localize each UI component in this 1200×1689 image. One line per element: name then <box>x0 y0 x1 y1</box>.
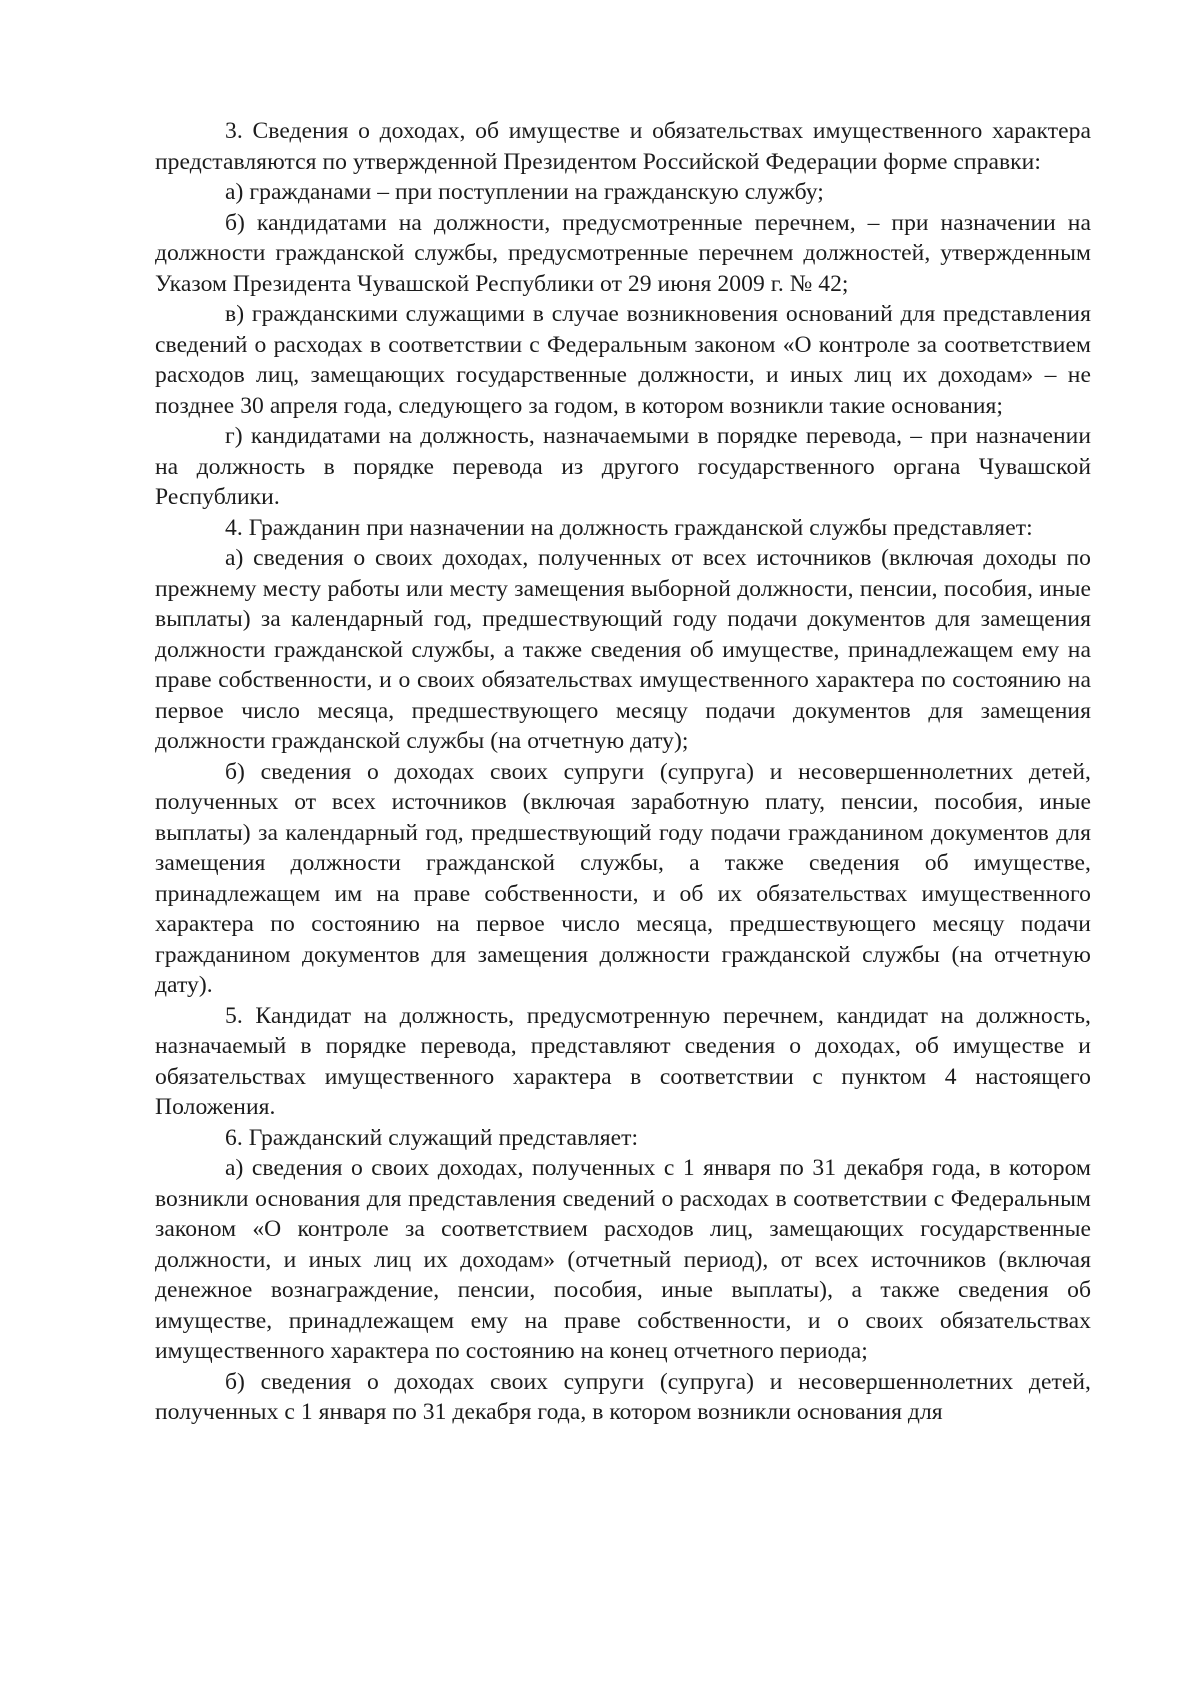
paragraph-4a: а) сведения о своих доходах, полученных от всех источников (включая доходы по прежнему месту работы или месту замещения выборной должности, пенсии, пособия, иные выплаты) за календарный год, предшествующий году подачи документов для замещения должности гражданской службы, а также сведения об имуществе, принадлежащем ему на праве собственности, и о своих обязательствах имущественного характера по состоянию на первое число месяца, предшествующего месяцу подачи документов для замещения должности гражданской службы (на отчетную дату); <box>155 545 1091 754</box>
paragraph-3b: б) кандидатами на должности, предусмотренные перечнем, – при назначении на должности гражданской службы, предусмотренные перечнем должностей, утвержденным Указом Президента Чувашской Республики от 29 июня 2009 г. № 42; <box>155 209 1091 297</box>
paragraph-4b: б) сведения о доходах своих супруги (супруга) и несовершеннолетних детей, полученных от всех источников (включая заработную плату, пенсии, пособия, иные выплаты) за календарный год, предшествующий году подачи гражданином документов для замещения должности гражданской службы, а также сведения об имуществе, принадлежащем им на праве собственности, и об их обязательствах имущественного характера по состоянию на первое число месяца, предшествующего месяцу подачи гражданином документов для замещения должности гражданской службы (на отчетную дату). <box>155 758 1091 998</box>
paragraph-6b: б) сведения о доходах своих супруги (супруга) и несовершеннолетних детей, полученных с 1 января по 31 декабря года, в котором возникли основания для <box>155 1368 1091 1425</box>
paragraph-3g: г) кандидатами на должность, назначаемыми в порядке перевода, – при назначении на должность в порядке перевода из другого государственного органа Чувашской Республики. <box>155 423 1091 510</box>
paragraph-3: 3. Сведения о доходах, об имуществе и обязательствах имущественного характера представляются по утвержденной Президентом Российской Федерации форме справки: <box>155 118 1091 175</box>
paragraph-3v: в) гражданскими служащими в случае возникновения оснований для представления сведений о расходах в соответствии с Федеральным законом «О контроле за соответствием расходов лиц, замещающих государственные должности, и иных лиц их доходам» – не позднее 30 апреля года, следующего за годом, в котором возникли такие основания; <box>155 301 1091 419</box>
paragraph-6: 6. Гражданский служащий представляет: <box>225 1124 639 1151</box>
paragraph-6a: а) сведения о своих доходах, полученных с 1 января по 31 декабря года, в котором возникли основания для представления сведений о расходах в соответствии с Федеральным законом «О контроле за соответствием расходов лиц, замещающих государственные должности, и иных лиц их доходам» (отчетный период), от всех источников (включая денежное вознаграждение, пенсии, пособия, иные выплаты), а также сведения об имуществе, принадлежащем ему на праве собственности, и о своих обязательствах имущественного характера по состоянию на конец отчетного периода; <box>155 1155 1091 1364</box>
paragraph-5: 5. Кандидат на должность, предусмотренную перечнем, кандидат на должность, назначаемый в порядке перевода, представляют сведения о доходах, об имуществе и обязательствах имущественного характера в соответствии с пунктом 4 настоящего Положения. <box>155 1002 1091 1120</box>
paragraph-4: 4. Гражданин при назначении на должность гражданской службы представляет: <box>225 514 1033 541</box>
document-body <box>155 116 1091 1428</box>
paragraph-3a: а) гражданами – при поступлении на гражданскую службу; <box>225 179 824 205</box>
